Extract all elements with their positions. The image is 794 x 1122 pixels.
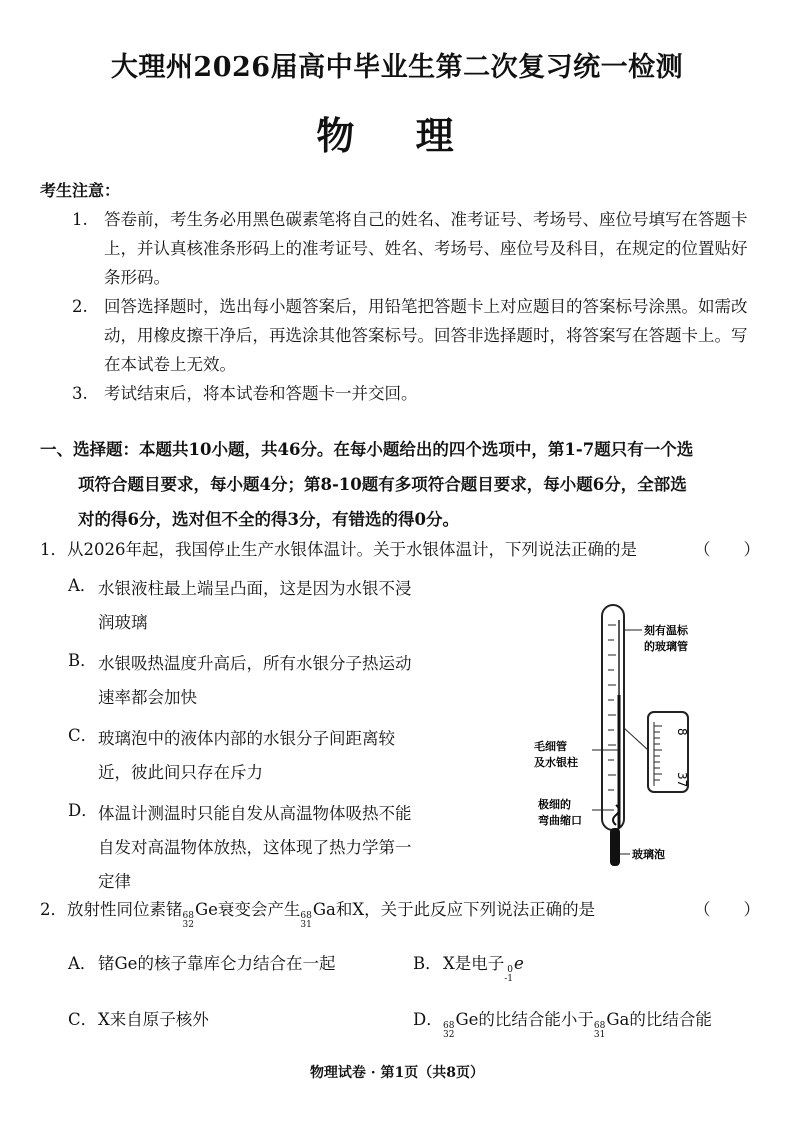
option-text: X来自原子核外 bbox=[98, 1010, 209, 1029]
question-2-stem bbox=[40, 896, 760, 930]
answer-bracket: （ ） bbox=[694, 540, 760, 559]
label-bend-line2: 弯曲缩口 bbox=[538, 814, 582, 827]
notice-list bbox=[72, 205, 762, 408]
section-line: 项符合题目要求，每小题4分；第8-10题有多项符合题目要求，每小题6分，全部选 bbox=[78, 475, 687, 494]
section-line: 对的得6分，选对但不全的得3分，有错选的得0分。 bbox=[78, 510, 459, 529]
mass-number: 68 bbox=[593, 1021, 606, 1031]
element-symbol: Ga bbox=[312, 900, 336, 919]
option-text-part: X是电子 bbox=[443, 954, 505, 973]
option-a bbox=[68, 950, 413, 1006]
option-text bbox=[443, 1006, 712, 1062]
label-capillary-line2: 及水银柱 bbox=[534, 756, 578, 769]
label-tube-line2: 的玻璃管 bbox=[644, 640, 688, 653]
question-1-stem bbox=[40, 538, 760, 562]
option-label: D． bbox=[413, 1010, 443, 1029]
option-text: 体温计测温时只能自发从高温物体吸热不能自发对高温物体放热，这体现了热力学第一定律 bbox=[98, 804, 412, 891]
option-label: B． bbox=[68, 651, 97, 670]
question-1-options bbox=[68, 572, 428, 906]
option-text: 锗Ge的核子靠库仑力结合在一起 bbox=[98, 954, 336, 973]
notice-number: 1. bbox=[72, 210, 88, 229]
notice-number: 2. bbox=[72, 297, 88, 316]
option-text-part: 的比结合能 bbox=[629, 1010, 712, 1029]
option-a bbox=[68, 572, 428, 640]
atomic-number: 32 bbox=[182, 920, 194, 930]
glass-bulb bbox=[610, 828, 620, 866]
notice-text: 答卷前，考生务必用黑色碳素笔将自己的姓名、准考证号、考场号、座位号填写在答题卡上，并认真核准条形码上的准考证号、姓名、考场号、座位号及科目，在规定的位置贴好条形码。 bbox=[104, 210, 748, 287]
question-text bbox=[40, 896, 595, 930]
stem-part: 2．放射性同位素锗 bbox=[40, 900, 183, 919]
element-symbol: Ga bbox=[606, 1010, 630, 1029]
subject-title: 物 理 bbox=[316, 113, 478, 158]
thermometer-figure bbox=[530, 600, 730, 870]
option-label: B． bbox=[413, 954, 442, 973]
atomic-number: 32 bbox=[443, 1030, 455, 1040]
option-text bbox=[443, 950, 524, 1006]
notice-heading: 考生注意： bbox=[40, 181, 121, 200]
notice-number: 3. bbox=[72, 384, 88, 403]
section-line: 一、选择题：本题共10小题，共46分。在每小题给出的四个选项中，第1-7题只有一个选 bbox=[40, 440, 694, 459]
inset-scale-8: 8 bbox=[675, 728, 689, 736]
exam-title: 大理州2026届高中毕业生第二次复习统一检测 bbox=[110, 52, 684, 83]
notice-item bbox=[72, 205, 762, 292]
option-c bbox=[68, 1006, 413, 1062]
notice-text: 回答选择题时，选出每小题答案后，用铅笔把答题卡上对应题目的答案标号涂黑。如需改动，用橡皮擦干净后，再选涂其他答案标号。回答非选择题时，将答案写在答题卡上。写在本试卷上无效。 bbox=[104, 297, 748, 374]
section-instructions bbox=[40, 432, 760, 537]
stem-part: 和X，关于此反应下列说法正确的是 bbox=[335, 900, 596, 919]
label-capillary-line1: 毛细管 bbox=[534, 740, 567, 753]
mass-number: 68 bbox=[182, 911, 194, 921]
glass-tube bbox=[602, 605, 624, 830]
option-label: A． bbox=[68, 576, 97, 595]
option-text: 玻璃泡中的液体内部的水银分子间距离较近，彼此间只存在斥力 bbox=[98, 729, 395, 782]
page-footer: 物理试卷 · 第1页（共8页） bbox=[309, 1065, 485, 1081]
atomic-number: -1 bbox=[504, 974, 514, 984]
label-tube-line1: 刻有温标 bbox=[644, 624, 688, 637]
mass-number: 68 bbox=[443, 1021, 455, 1031]
notice-item bbox=[72, 379, 762, 408]
option-d bbox=[413, 1006, 758, 1062]
option-label: C． bbox=[68, 726, 98, 745]
isotope-ge bbox=[183, 912, 194, 930]
scale-marks bbox=[608, 625, 616, 790]
isotope-ge bbox=[443, 1022, 454, 1040]
label-bulb: 玻璃泡 bbox=[632, 848, 665, 861]
option-text: 水银吸热温度升高后，所有水银分子热运动速率都会加快 bbox=[98, 654, 412, 707]
electron-notation bbox=[504, 966, 513, 984]
option-label: A． bbox=[68, 954, 97, 973]
mass-number: 0 bbox=[507, 965, 514, 975]
question-2-options bbox=[68, 950, 758, 1062]
mass-number: 68 bbox=[300, 911, 312, 921]
option-text-part: 的比结合能小于 bbox=[478, 1010, 594, 1029]
option-d bbox=[68, 797, 428, 899]
option-b bbox=[68, 647, 428, 715]
electron-symbol: e bbox=[514, 954, 524, 973]
isotope-ga bbox=[300, 912, 311, 930]
atomic-number: 31 bbox=[593, 1030, 606, 1040]
element-symbol: Ge bbox=[455, 1010, 479, 1029]
stem-part: 衰变会产生 bbox=[217, 900, 301, 919]
inset-scale-37: 37 bbox=[675, 772, 689, 788]
label-bend-line1: 极细的 bbox=[538, 798, 571, 811]
atomic-number: 31 bbox=[300, 920, 312, 930]
notice-item bbox=[72, 292, 762, 379]
option-label: C． bbox=[68, 1010, 98, 1029]
inset-pointer bbox=[624, 728, 648, 750]
question-text: 1．从2026年起，我国停止生产水银体温计。关于水银体温计，下列说法正确的是 bbox=[40, 540, 637, 559]
notice-text: 考试结束后，将本试卷和答题卡一并交回。 bbox=[104, 384, 418, 403]
isotope-ga bbox=[594, 1022, 605, 1040]
element-symbol: Ge bbox=[194, 900, 218, 919]
option-b bbox=[413, 950, 758, 1006]
option-c bbox=[68, 722, 428, 790]
answer-bracket: （ ） bbox=[694, 900, 760, 919]
option-text: 水银液柱最上端呈凸面，这是因为水银不浸润玻璃 bbox=[98, 579, 412, 632]
option-label: D． bbox=[68, 801, 98, 820]
